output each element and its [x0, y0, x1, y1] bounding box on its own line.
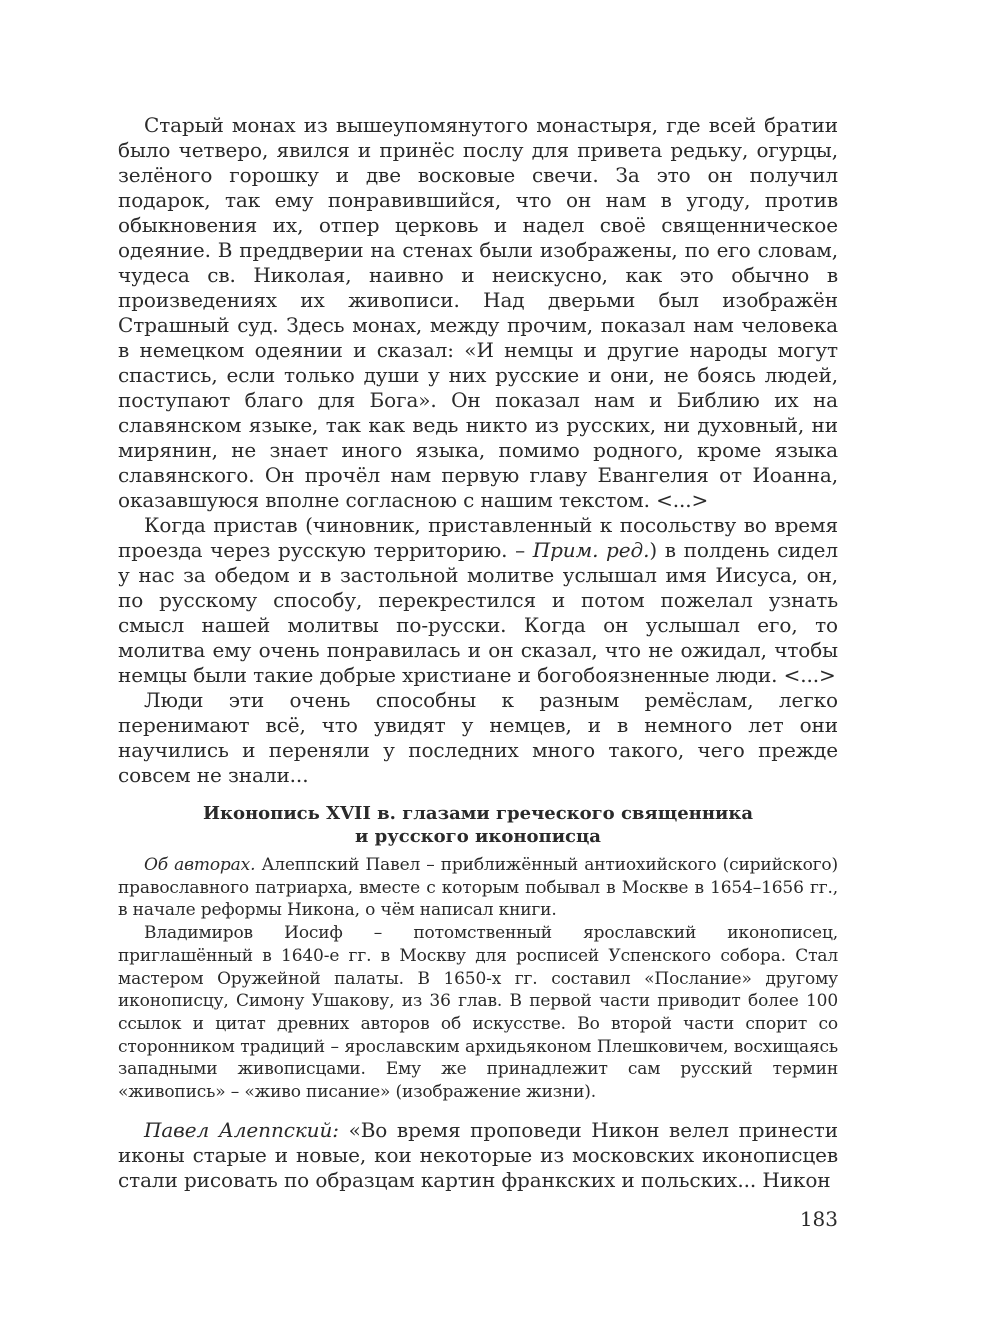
about-authors-text: Алеппский Павел – приближённый антиохийского (сирийского) православного патриарха, вместе с которым побывал в Москве в 1654–1656 гг., в начале реформы Никона, о чём написал книги.: [118, 855, 838, 921]
quote-paragraph: [118, 1118, 838, 1193]
about-vladimirov-paragraph: Владимиров Иосиф – потомственный ярославский иконописец, приглашённый в 1640-е гг. в Москву для росписей Успенского собора. Стал мастером Оружейной палаты. В 1650-х гг. составил «Послание» другому иконописцу, Симону Ушакову, из 36 глав. В первой части приводит более 100 ссылок и цитат древних авторов об искусстве. Во второй части спорит со сторонником традиций – ярославским архидьяконом Плешковичем, восхищаясь западными живописцами. Ему же принадлежит сам русский термин «живопись» – «живо писание» (изображение жизни).: [118, 923, 838, 1103]
section-heading: [118, 802, 838, 848]
section-heading-line-2: и русского иконописца: [355, 826, 601, 847]
paragraph-pristav-text-a: Когда пристав (чиновник, приставленный к посольству во время проезда через русскую территорию. –: [118, 513, 838, 562]
paragraph-crafts: Люди эти очень способны к разным ремёслам, легко перенимают всё, что увидят у немцев, и в немного лет они научились и переняли у последних много такого, чего прежде совсем не знали...: [118, 688, 838, 787]
quote-speaker: Павел Алеппский:: [144, 1117, 339, 1142]
spacer: [118, 1104, 838, 1118]
page-body: [118, 113, 838, 1193]
paragraph-pristav: [118, 513, 838, 688]
quote-text: «Во время проповеди Никон велел принести иконы старые и новые, кои некоторые из московских иконописцев стали рисовать по образцам картин франкских и польских... Никон: [118, 1117, 838, 1192]
section-heading-line-1: Иконопись XVII в. глазами греческого священника: [202, 803, 754, 824]
page-number: 183: [799, 1207, 838, 1231]
paragraph-pristav-text-b: ) в полдень сидел у нас за обедом и в застольной молитве услышал имя Иисуса, он, по русскому способу, перекрестился и потом пожелал узнать смысл нашей молитвы по-русски. Когда он услышал его, то молитва ему очень понравилась и он сказал, что не ожидал, чтобы немцы были такие добрые христиане и богобоязненные люди. <...>: [118, 538, 838, 687]
about-authors-label: Об авторах.: [144, 855, 256, 875]
editor-note: Прим. ред.: [532, 538, 650, 562]
paragraph-monk: Старый монах из вышеупомянутого монастыря, где всей братии было четверо, явился и принёс послу для привета редьку, огурцы, зелёного горошку и две восковые свечи. За это он получил подарок, так ему понравившийся, что он нам в угоду, против обыкновения их, отпер церковь и надел своё священническое одеяние. В преддверии на стенах были изображены, по его словам, чудеса св. Николая, наивно и неискусно, как это обычно в произведениях их живописи. Над дверьми был изображён Страшный суд. Здесь монах, между прочим, показал нам человека в немецком одеянии и сказал: «И немцы и другие народы могут спастись, если только души у них русские и они, не боясь людей, поступают благо для Бога». Он показал нам и Библию их на славянском языке, так как ведь никто из русских, ни духовный, ни мирянин, не знает иного языка, помимо родного, кроме языка славянского. Он прочёл нам первую главу Евангелия от Иоанна, оказавшуюся вполне согласною с нашим текстом. <...>: [118, 113, 838, 512]
about-authors-paragraph: [118, 854, 838, 922]
